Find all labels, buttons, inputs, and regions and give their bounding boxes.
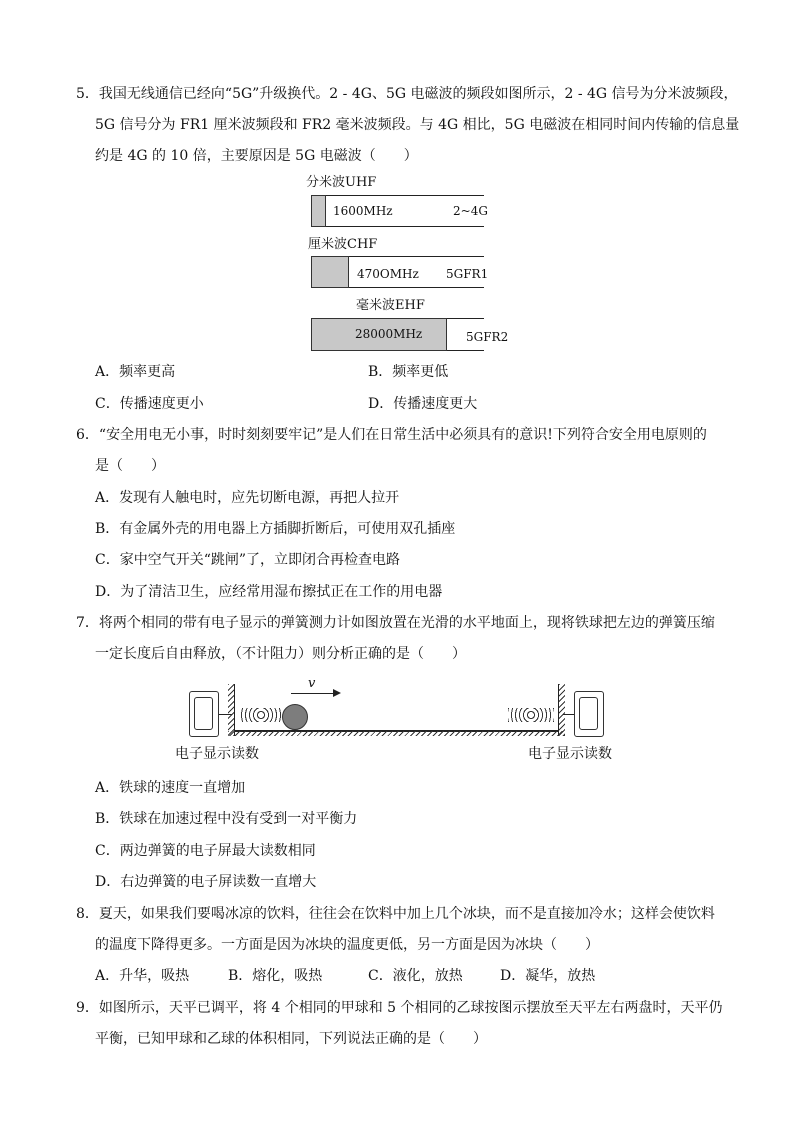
ehf-generation: 5GFR2: [466, 330, 509, 344]
q5-option-b[interactable]: B．频率更低: [368, 364, 449, 380]
q6-stem-line-1: 6．“安全用电无小事，时时刻刻要牢记”是人们在日常生活中必须具有的意识!下列符合安全用电原则的: [76, 427, 707, 443]
q8-option-b[interactable]: B．熔化，吸热: [228, 968, 323, 984]
q6-option-b[interactable]: B．有金属外壳的用电器上方插脚折断后，可使用双孔插座: [95, 521, 456, 537]
left-display-screen: [194, 697, 213, 730]
left-display-device: [189, 691, 219, 737]
right-wall-hatch: [559, 684, 565, 736]
q7-option-c[interactable]: C．两边弹簧的电子屏最大读数相同: [95, 843, 316, 859]
q8-option-d[interactable]: D．凝华，放热: [500, 968, 596, 984]
velocity-label: v: [308, 676, 316, 691]
q5-option-c[interactable]: C．传播速度更小: [95, 396, 204, 412]
q7-option-d[interactable]: D．右边弹簧的电子屏读数一直增大: [95, 874, 317, 890]
right-spring: [508, 708, 554, 722]
iron-ball: [282, 704, 308, 730]
uhf-top-line: [311, 195, 484, 196]
q5-stem-line-3: 约是 4G 的 10 倍，主要原因是 5G 电磁波（ ）: [95, 148, 418, 164]
left-display-label: 电子显示读数: [175, 746, 259, 762]
q6-option-a[interactable]: A．发现有人触电时，应先切断电源，再把人拉开: [95, 490, 400, 506]
right-display-screen: [579, 697, 598, 730]
q6-option-d[interactable]: D．为了清洁卫生，应经常用湿布擦拭正在工作的用电器: [95, 584, 443, 600]
q5-option-a[interactable]: A．频率更高: [95, 364, 176, 380]
uhf-generation: 2~4G: [453, 204, 488, 218]
q9-stem-line-2: 平衡，已知甲球和乙球的体积相同，下列说法正确的是（ ）: [95, 1031, 487, 1047]
uhf-band-bar: [311, 195, 326, 227]
left-spring: [240, 708, 282, 722]
velocity-arrow-head: [333, 689, 341, 697]
q6-option-c[interactable]: C．家中空气开关“跳闸”了，立即闭合再检查电路: [95, 552, 401, 568]
uhf-label: 分米波UHF: [306, 175, 377, 190]
chf-frequency: 470OMHz: [357, 267, 419, 281]
uhf-bottom-line: [311, 226, 484, 227]
floor-hatch: [228, 731, 565, 736]
q7-option-b[interactable]: B．铁球在加速过程中没有受到一对平衡力: [95, 811, 358, 827]
velocity-arrow-shaft: [291, 693, 335, 694]
ehf-label: 毫米波EHF: [356, 298, 425, 313]
q5-stem-line-1: 5．我国无线通信已经向“5G”升级换代。2 - 4G、5G 电磁波的频段如图所示，2 - 4G 信号为分米波频段，: [76, 86, 738, 102]
q5-stem-line-2: 5G 信号分为 FR1 厘米波频段和 FR2 毫米波频段。与 4G 相比，5G 电磁波在相同时间内传输的信息量: [95, 117, 740, 133]
right-display-label: 电子显示读数: [528, 746, 612, 762]
q8-stem-line-2: 的温度下降得更多。一方面是因为冰块的温度更低，另一方面是因为冰块（ ）: [95, 937, 599, 953]
q8-option-c[interactable]: C．液化，放热: [368, 968, 463, 984]
q6-stem-line-2: 是（ ）: [95, 458, 165, 474]
right-connector: [563, 714, 574, 715]
q8-option-a[interactable]: A．升华，吸热: [95, 968, 190, 984]
chf-band-bar: [311, 256, 349, 288]
chf-generation: 5GFR1: [446, 267, 489, 281]
left-wall: [234, 684, 235, 736]
right-display-device: [574, 691, 604, 737]
uhf-frequency: 1600MHz: [333, 204, 393, 218]
ehf-frequency: 28000MHz: [355, 327, 423, 341]
q9-stem-line-1: 9．如图所示，天平已调平，将 4 个相同的甲球和 5 个相同的乙球按图示摆放至天平左右两盘时，天平仍: [76, 1000, 723, 1016]
q5-option-d[interactable]: D．传播速度更大: [368, 396, 478, 412]
q7-option-a[interactable]: A．铁球的速度一直增加: [95, 780, 246, 796]
q7-stem-line-2: 一定长度后自由释放，（不计阻力）则分析正确的是（ ）: [95, 646, 466, 662]
chf-label: 厘米波CHF: [308, 237, 378, 252]
q8-stem-line-1: 8．夏天，如果我们要喝冰凉的饮料，往往会在饮料中加上几个冰块，而不是直接加冷水；这样会使饮料: [76, 906, 715, 922]
q7-stem-line-1: 7．将两个相同的带有电子显示的弹簧测力计如图放置在光滑的水平地面上，现将铁球把左边的弹簧压缩: [76, 615, 715, 631]
